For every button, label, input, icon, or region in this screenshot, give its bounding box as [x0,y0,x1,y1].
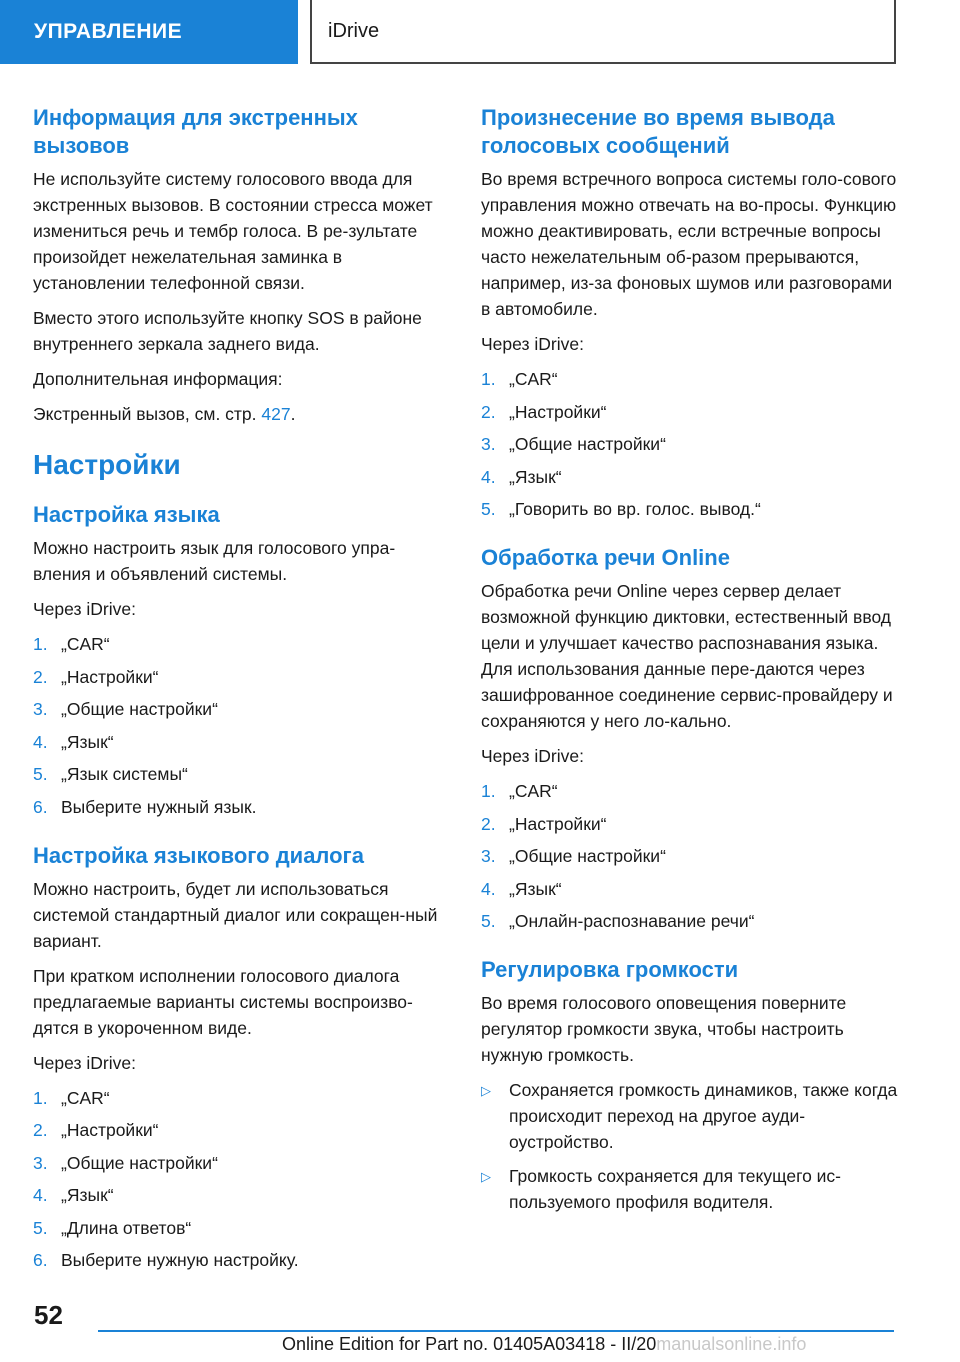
list-item [33,1215,451,1241]
online-paragraph: Обработка речи Online через сервер делает возможной функцию диктовки, естественный ввод цели и улучшает качество распознавания языка. Для использования данные пере-даются через зашифрованное соединение сервис-провайдеру и сохраняются у него ло-кально. [481,581,893,731]
language-heading: Настройка языка [33,502,220,527]
step-number: 4. [481,878,496,899]
step-number: 3. [481,846,496,866]
emergency-paragraph-4 [33,401,451,427]
emergency-ref-suffix: . [290,404,296,424]
step-number: 2. [33,1120,48,1140]
step-number: 1. [33,634,48,654]
step-number: 6. [33,1250,48,1270]
list-item [33,696,451,722]
step-text: „Онлайн-распознавание речи“ [509,911,755,931]
online-via: Через iDrive: [481,746,584,766]
speaking-steps [481,366,899,522]
step-number: 4. [481,466,496,487]
volume-heading: Регулировка громкости [481,957,739,982]
step-text: „CAR“ [509,781,558,801]
language-paragraph: Можно настроить язык для голосового упра-вления и объявлений системы. [33,538,396,584]
list-item [33,1117,451,1143]
dialog-heading: Настройка языкового диалога [33,842,364,868]
list-item [481,464,899,490]
emergency-paragraph-2: Вместо этого используйте кнопку SOS в районе внутреннего зеркала заднего вида. [33,308,422,354]
step-number: 5. [33,1217,48,1238]
list-item [33,1150,451,1176]
step-text: „Язык системы“ [61,764,188,784]
emergency-heading: Информация для экстренных вызовов [33,105,358,158]
list-item [33,1182,451,1208]
step-number: 2. [481,401,496,422]
list-item [33,631,451,657]
step-number: 4. [33,1185,48,1205]
chapter-title: iDrive [310,0,896,64]
step-number: 2. [481,813,496,834]
step-number: 6. [33,796,48,817]
list-item [481,496,899,522]
step-text: „Настройки“ [61,1120,159,1140]
step-number: 3. [33,699,48,719]
left-column [33,104,451,1280]
online-heading: Обработка речи Online [481,545,730,570]
step-text: „Общие настройки“ [61,699,218,719]
list-item [481,843,899,869]
step-text: „CAR“ [61,634,110,654]
step-text: „Настройки“ [61,666,159,687]
step-number: 1. [481,781,496,801]
list-item [481,399,899,425]
online-steps [481,778,899,934]
dialog-paragraph-2: При кратком исполнении голосового диалога предлагаемые варианты системы воспроизво-дятся в укороченном виде. [33,965,413,1038]
bullet-text: Громкость сохраняется для текущего ис-пользуемого профиля водителя. [509,1166,842,1212]
step-number: 5. [33,764,48,784]
language-steps [33,631,451,820]
settings-heading: Настройки [33,449,181,480]
page-number: 52 [34,1300,63,1330]
step-text: „Говорить во вр. голос. вывод.“ [509,499,761,519]
volume-paragraph: Во время голосового оповещения поверните регулятор громкости звука, чтобы настроить нужную громкость. [481,993,847,1065]
step-text: „Язык“ [509,466,562,487]
step-text: „Длина ответов“ [61,1217,192,1238]
bullet-text: Сохраняется громкость динамиков, также когда происходит переход на другое ауди-оустройство. [509,1080,898,1152]
step-number: 5. [481,499,496,519]
watermark-text: manualsonline.info [656,1334,807,1354]
edition-text: Online Edition for Part no. 01405A03418 - II/20 [282,1334,657,1354]
step-text: Выберите нужный язык. [61,796,257,817]
emergency-paragraph-1: Не используйте систему голосового ввода для экстренных вызовов. В состоянии стресса может измениться речь и тембр голоса. В ре-зультате произойдет нежелательная заминка в установлении телефонной связи. [33,169,433,293]
step-text: „Настройки“ [509,813,607,834]
step-number: 3. [481,434,496,454]
step-text: „Настройки“ [509,401,607,422]
step-text: „Общие настройки“ [509,846,666,866]
step-text: „Язык“ [61,731,114,752]
emergency-ref-text: Экстренный вызов, см. стр. [33,404,257,424]
step-text: „Язык“ [509,878,562,899]
speaking-via: Через iDrive: [481,334,584,354]
footer-divider [98,1330,894,1332]
list-item [481,1163,899,1215]
section-title: УПРАВЛЕНИЕ [0,0,298,64]
list-item [481,811,899,837]
step-text: „Язык“ [61,1185,114,1205]
step-number: 5. [481,911,496,931]
step-number: 2. [33,666,48,687]
list-item [481,431,899,457]
step-text: „Общие настройки“ [61,1152,218,1173]
step-number: 4. [33,731,48,752]
list-item [481,876,899,902]
dialog-via: Через iDrive: [33,1052,136,1073]
emergency-paragraph-3: Дополнительная информация: [33,369,283,389]
step-number: 3. [33,1152,48,1173]
right-column [481,104,899,1223]
step-text: Выберите нужную настройку. [61,1250,299,1270]
page-ref-link[interactable]: 427 [261,404,291,424]
step-number: 1. [481,369,496,389]
language-via: Через iDrive: [33,599,136,619]
volume-bullets [481,1077,899,1215]
step-text: „Общие настройки“ [509,434,666,454]
step-text: „CAR“ [509,369,558,389]
step-text: „CAR“ [61,1087,110,1108]
list-item [33,761,451,787]
step-number: 1. [33,1087,48,1108]
list-item [33,794,451,820]
triangle-bullet-icon: ▷ [481,1169,491,1184]
speaking-paragraph: Во время встречного вопроса системы голо-сового управления можно отвечать на во-просы. Функцию можно деактивировать, если встречные вопросы часто нежелательным об-разом прерываются, например, из-за фоновых шумов или разговорами в автомобиле. [481,169,897,319]
triangle-bullet-icon: ▷ [481,1083,491,1098]
dialog-paragraph-1: Можно настроить, будет ли использоваться системой стандартный диалог или сокращен-ный вариант. [33,878,438,951]
list-item [481,1077,899,1155]
list-item [33,1085,451,1111]
speaking-heading: Произнесение во время вывода голосовых сообщений [481,105,835,158]
list-item [481,366,899,392]
list-item [33,664,451,690]
footer-edition [282,1334,806,1355]
list-item [481,778,899,804]
dialog-steps [33,1085,451,1274]
list-item [33,1247,451,1273]
list-item [481,908,899,934]
list-item [33,729,451,755]
